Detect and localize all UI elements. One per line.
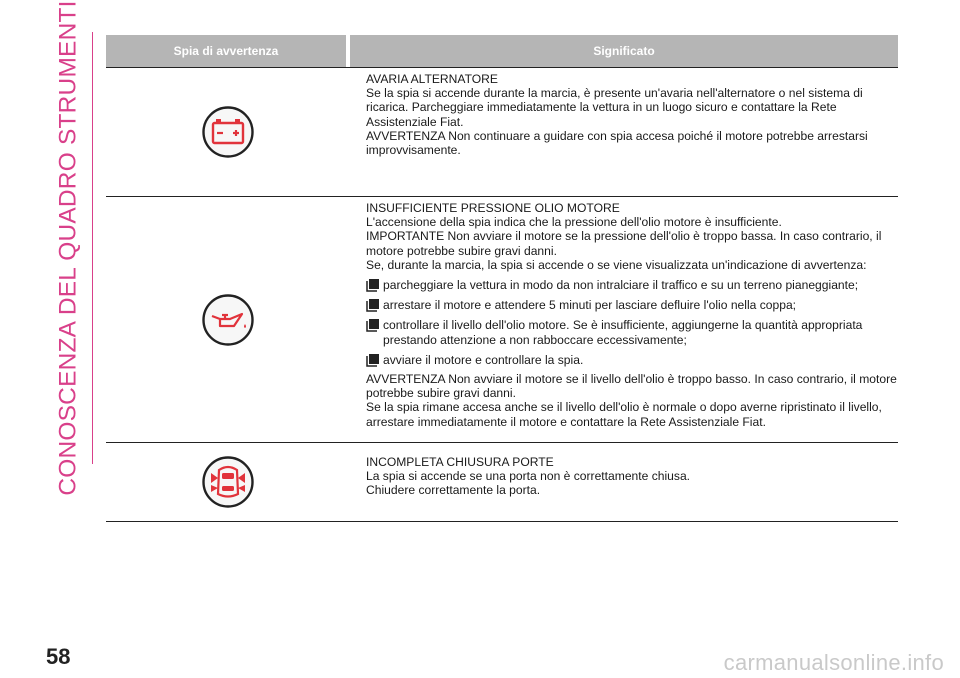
table-row <box>106 197 898 443</box>
warning-title: INCOMPLETA CHIUSURA PORTE <box>366 455 554 469</box>
icon-cell <box>106 68 350 196</box>
description-text: IMPORTANTE Non avviare il motore se la pressione dell'olio è troppo bassa. In caso contrario, il motore potrebbe subire gravi danni. <box>366 229 882 258</box>
list-item-text: controllare il livello dell'olio motore. Se è insufficiente, aggiungerne la quantità appropriata prestando attenzione a non rabboccare eccessivamente; <box>383 318 863 347</box>
battery-warning-icon <box>202 106 254 158</box>
list-item-text: arrestare il motore e attendere 5 minuti per lasciare defluire l'olio nella coppa; <box>383 298 797 313</box>
description-text: AVVERTENZA Non avviare il motore se il livello dell'olio è troppo basso. In caso contrario, il motore potrebbe subire gravi danni. <box>366 372 897 401</box>
description-text: Se la spia rimane accesa anche se il livello dell'olio è normale o dopo averne ripristinato il livello, arrestare immediatamente il motore e contattare la Rete Assistenziale Fiat. <box>366 400 882 429</box>
watermark: carmanualsonline.info <box>723 650 944 675</box>
list-item-text: parcheggiare la vettura in modo da non intralciare il traffico e su un terreno pianeggiante; <box>383 278 859 293</box>
list-item <box>366 318 898 346</box>
oil-pressure-warning-icon <box>202 294 254 346</box>
description-text: L'accensione della spia indica che la pressione dell'olio motore è insufficiente. <box>366 215 782 230</box>
page-number: 58 <box>46 644 71 669</box>
description-text: Se, durante la marcia, la spia si accende o se viene visualizzata un'indicazione di avvertenza: <box>366 257 867 272</box>
list-item-text: avviare il motore e controllare la spia. <box>383 352 584 367</box>
section-title-text: CONOSCENZA DEL QUADRO STRUMENTI <box>55 0 82 496</box>
description-text: Se la spia si accende durante la marcia, è presente un'avaria nell'alternatore o nel sistema di ricarica. Parcheggiare immediatamente la vettura in un luogo sicuro e contattare la Rete Assistenziale Fiat. <box>366 86 863 129</box>
description-text: Chiudere correttamente la porta. <box>366 483 541 498</box>
header-meaning-column: Significato <box>350 35 898 67</box>
door-open-warning-icon <box>202 456 254 508</box>
table-header <box>106 35 898 67</box>
table-row <box>106 443 898 522</box>
list-item <box>366 353 898 367</box>
warning-light-table <box>106 35 898 522</box>
checkbox-bullet-icon <box>366 318 380 332</box>
description-text: La spia si accende se una porta non è correttamente chiusa. <box>366 469 691 484</box>
section-divider <box>92 32 93 464</box>
checkbox-bullet-icon <box>366 278 380 292</box>
checkbox-bullet-icon <box>366 353 380 367</box>
meaning-cell <box>350 68 898 196</box>
icon-cell <box>106 443 350 521</box>
meaning-cell <box>350 197 898 442</box>
header-icon-column: Spia di avvertenza <box>106 35 346 67</box>
list-item <box>366 298 898 312</box>
icon-cell <box>106 197 350 442</box>
section-title <box>54 0 84 496</box>
table-row <box>106 67 898 197</box>
list-item <box>366 278 898 292</box>
warning-title: INSUFFICIENTE PRESSIONE OLIO MOTORE <box>366 201 620 215</box>
description-text: AVVERTENZA Non continuare a guidare con spia accesa poiché il motore potrebbe arrestarsi improvvisamente. <box>366 128 868 158</box>
warning-title: AVARIA ALTERNATORE <box>366 72 498 86</box>
meaning-cell <box>350 443 898 521</box>
checkbox-bullet-icon <box>366 298 380 312</box>
